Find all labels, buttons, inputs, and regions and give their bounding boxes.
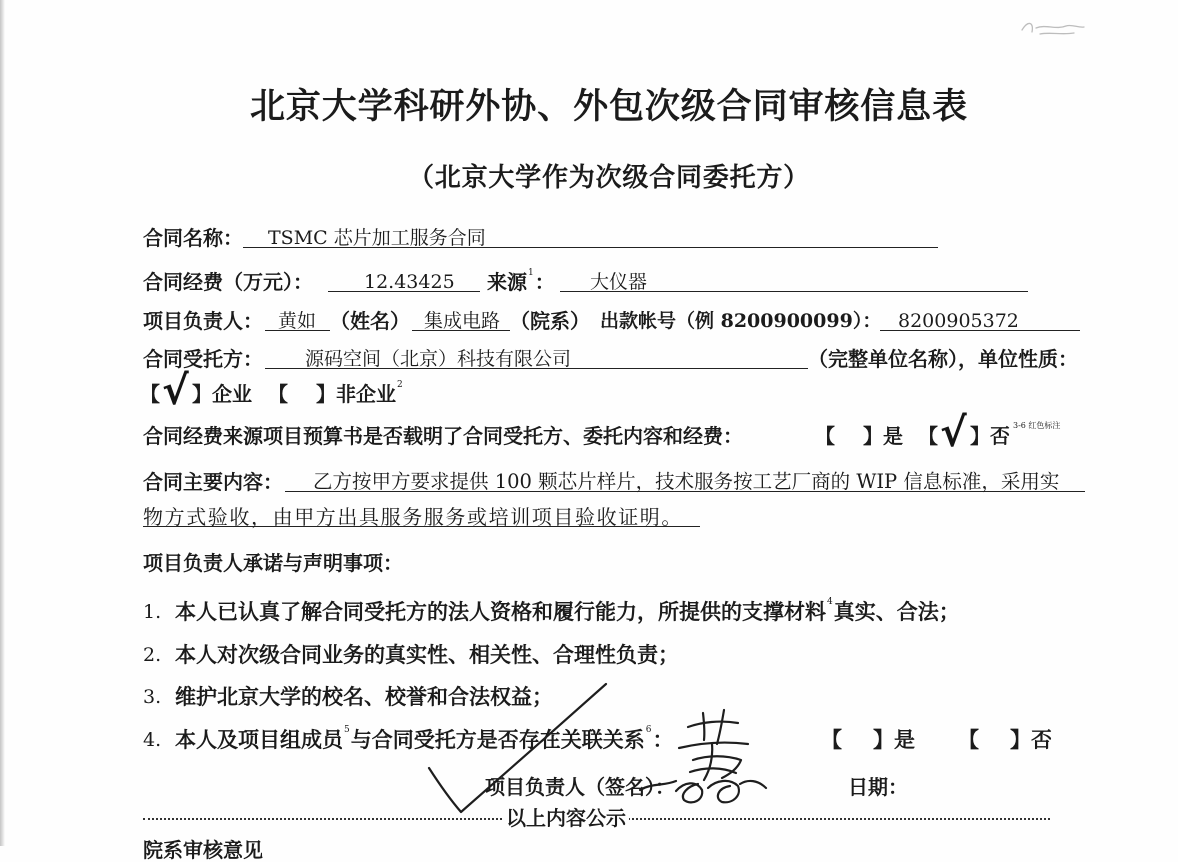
bracket-close: 】: [192, 382, 212, 406]
signature-stroke: [679, 743, 748, 748]
main-content-label: 合同主要内容：: [143, 470, 283, 494]
date-label: 日期：: [848, 775, 908, 799]
bracket-close: 】: [1010, 727, 1031, 752]
bracket-open: 【: [918, 424, 938, 448]
signature-stroke: [708, 781, 739, 802]
contractor-field: [265, 349, 808, 369]
contractor-hint: （完整单位名称），单位性质：: [808, 347, 1078, 371]
funding-source-text: 来源: [487, 270, 527, 294]
next-section-heading: 院系审核意见: [143, 838, 263, 862]
check-slot: [160, 368, 192, 414]
budget-check-question: 合同经费来源项目预算书是否载明了合同受托方、委托内容和经费：: [143, 424, 743, 448]
commitment-number: 1.: [143, 601, 162, 623]
related-party-option-no: [958, 729, 1052, 751]
footnote-marker: 6: [645, 725, 652, 735]
commitment-text: 本人及项目组成员: [175, 727, 343, 752]
bracket-open: 【: [821, 727, 842, 752]
bracket-close: 】: [970, 424, 990, 448]
commitment-item-3: [175, 686, 553, 708]
check-slot: [842, 729, 873, 751]
signature-stroke: [676, 783, 702, 802]
check-slot: [938, 410, 970, 456]
department-value: 集成电路: [424, 310, 501, 332]
option-label: 否: [990, 424, 1010, 448]
signature-stroke: [740, 781, 766, 788]
bracket-close: 】: [873, 727, 894, 752]
related-party-option-yes: [821, 729, 915, 751]
signature-stroke: [688, 722, 738, 727]
check-slot: [835, 426, 863, 446]
commitment-item-1: [175, 597, 960, 624]
commitment-text: 与合同受托方是否存在关联关系: [350, 727, 645, 752]
department-hint: （院系）: [510, 309, 590, 333]
option-label: 企业: [212, 382, 252, 406]
project-lead-name-value: 黄如: [278, 310, 317, 332]
funding-amount-value: 12.43425: [364, 271, 455, 293]
funding-label: 合同经费（万元）：: [143, 270, 313, 294]
unit-type-option-non-enterprise: [268, 380, 404, 406]
main-content-line-1: [285, 472, 1085, 492]
project-lead-name-field: [265, 311, 330, 331]
commitment-item-4: [175, 725, 674, 752]
signature-stroke: [693, 756, 741, 778]
main-content-line-2: [143, 507, 700, 527]
funding-source-value: 大仪器: [590, 271, 648, 293]
main-content-text: 物方式验收，由甲方出具服务服务或培训项目验收证明。: [143, 505, 683, 529]
option-label: 非企业: [336, 382, 396, 406]
budget-check-option-yes: [815, 426, 903, 446]
bracket-open: 【: [268, 382, 288, 406]
scan-edge-shadow: [0, 0, 5, 846]
unit-type-option-enterprise: [140, 368, 252, 414]
commitment-text: 维护北京大学的校名、校誉和合法权益；: [175, 684, 553, 709]
commitment-text: 本人已认真了解合同受托方的法人资格和履行能力，所提供的支撑材料: [175, 599, 826, 624]
commitment-number: 4.: [143, 729, 162, 751]
option-label: 否: [1031, 727, 1052, 752]
contractor-label: 合同受托方：: [143, 347, 263, 371]
scan-smudge: [1022, 23, 1084, 34]
contract-name-label: 合同名称：: [143, 226, 243, 250]
contract-name-field: [243, 228, 938, 248]
footnote-marker: 2: [397, 380, 403, 390]
commitment-text: 真实、合法；: [833, 599, 960, 624]
checkmark: √: [162, 368, 189, 414]
form-subtitle: （北京大学作为次级合同委托方）: [407, 163, 810, 193]
commitment-number: 2.: [143, 644, 162, 666]
commitment-number: 3.: [143, 686, 162, 708]
bracket-open: 【: [140, 382, 160, 406]
signature-stroke: [690, 768, 736, 773]
bracket-open: 【: [958, 727, 979, 752]
funding-source-label: [487, 268, 555, 294]
bracket-open: 【: [815, 424, 835, 448]
contractor-value: 源码空间（北京）科技有限公司: [305, 348, 572, 370]
account-label: 出款帐号（例 8200900099）：: [600, 310, 882, 332]
budget-check-option-no: [918, 410, 1061, 456]
commitment-text: 本人对次级合同业务的真实性、相关性、合理性负责；: [175, 642, 679, 667]
project-lead-label: 项目负责人：: [143, 309, 263, 333]
form-title: 北京大学科研外协、外包次级合同审核信息表: [249, 86, 968, 127]
department-field: [412, 311, 510, 331]
contract-name-value: TSMC 芯片加工服务合同: [268, 227, 486, 249]
funding-source-colon: ：: [534, 270, 555, 294]
commitment-text: ：: [652, 727, 674, 752]
signature-stroke: [703, 713, 704, 740]
bracket-close: 】: [863, 424, 883, 448]
footnote-annotation: 3-6 红色标注: [1013, 421, 1061, 430]
footnote-marker: 4: [827, 597, 833, 607]
signature-stroke: [717, 710, 724, 744]
check-slot: [288, 384, 316, 404]
option-label: 是: [883, 424, 903, 448]
footnote-marker: 5: [344, 725, 350, 735]
account-field: [880, 311, 1080, 331]
funding-amount-field: [328, 272, 480, 292]
footnote-marker: 1: [528, 268, 534, 278]
account-value: 8200905372: [898, 310, 1019, 332]
funding-source-field: [560, 272, 1028, 292]
main-content-text: 乙方按甲方要求提供 100 颗芯片样片，技术服务按工艺厂商的 WIP 信息标准，采用实: [313, 470, 1060, 493]
signature-label: 项目负责人（签名）：: [485, 775, 675, 799]
checkmark: √: [940, 410, 967, 456]
check-slot: [979, 729, 1010, 751]
commitments-heading: 项目负责人承诺与声明事项：: [143, 551, 403, 575]
public-notice-text: 以上内容公示: [503, 807, 629, 829]
commitment-item-2: [175, 644, 679, 666]
next-section-clip: [143, 838, 343, 862]
bracket-close: 】: [316, 382, 336, 406]
signature-stroke: [704, 744, 712, 780]
name-hint: （姓名）: [330, 309, 410, 333]
option-label: 是: [894, 727, 915, 752]
